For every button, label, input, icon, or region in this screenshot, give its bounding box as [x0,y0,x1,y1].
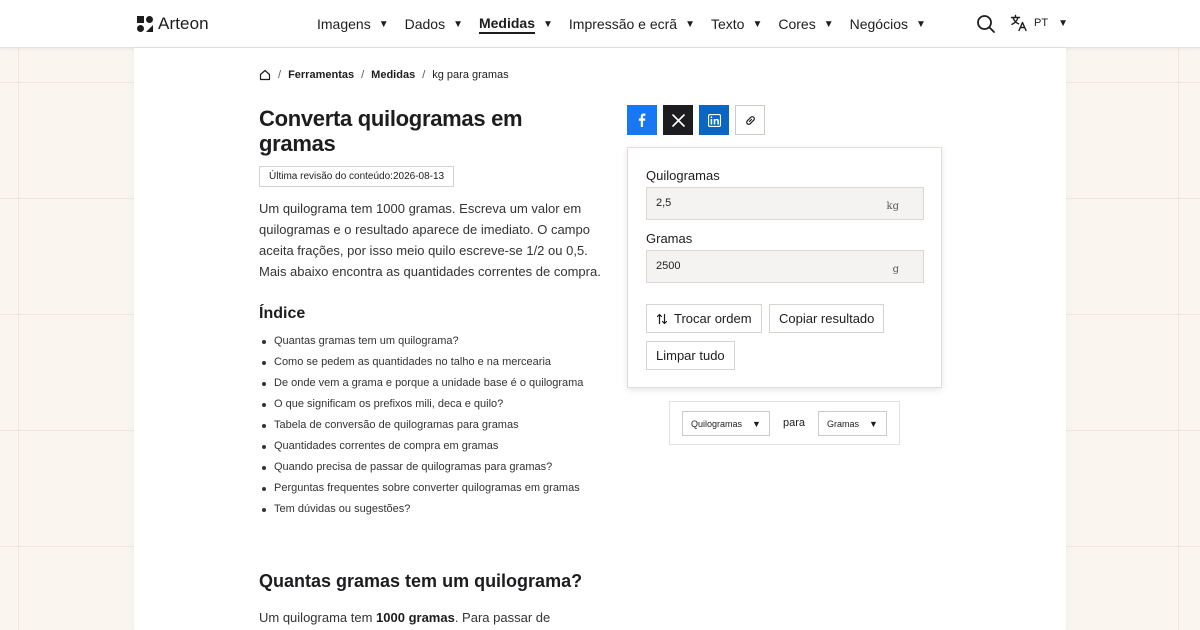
caret-down-icon: ▼ [823,18,834,30]
share-facebook-button[interactable] [627,105,657,135]
page-title: Converta quilogramas em gramas [259,106,523,156]
nav-item-negocios[interactable] [850,16,926,32]
nav-item-medidas[interactable] [479,15,553,34]
toc-item[interactable]: Perguntas frequentes sobre converter quilogramas em gramas [259,478,583,499]
language-code: PT [1034,17,1049,29]
from-label: Quilogramas [646,168,720,183]
main-nav [317,0,942,48]
revision-label: Última revisão do conteúdo: [269,171,393,182]
share-bar [627,105,765,135]
nav-label: Imagens [317,16,371,32]
nav-item-texto[interactable] [711,16,762,32]
swap-button-label: Trocar ordem [674,311,752,326]
copy-result-button[interactable] [769,304,884,333]
grams-unit: g [892,264,899,275]
facebook-icon [635,113,649,127]
unit-connector: para [783,417,806,429]
toc-title: Índice [259,305,306,322]
breadcrumb-separator: / [361,69,365,81]
caret-down-icon: ▼ [869,418,878,429]
share-linkedin-button[interactable] [699,105,729,135]
clear-all-button[interactable] [646,341,735,370]
top-header [0,0,1200,48]
toc-item[interactable]: O que significam os prefixos mili, deca e quilo? [259,394,583,415]
share-x-button[interactable] [663,105,693,135]
intro-text: Um quilograma tem 1000 gramas. Escreva um valor em quilogramas e o resultado aparece de imediato. O campo aceita frações, por isso meio quilo escreve-se 1/2 ou 0,5. Mais abaixo encontra as quantidades correntes de compra. [259,201,601,279]
copy-link-button[interactable] [735,105,765,135]
toc-item[interactable]: Quando precisa de passar de quilogramas para gramas? [259,457,583,478]
nav-item-dados[interactable] [405,16,463,32]
swap-arrows-icon [656,313,668,325]
section-text-start: Um quilograma tem [259,610,377,625]
caret-down-icon: ▼ [685,18,695,30]
caret-down-icon: ▼ [752,18,763,30]
link-icon [744,114,757,127]
toc-item[interactable]: Como se pedem as quantidades no talho e na mercearia [259,352,583,373]
revision-date: 2026-08-13 [392,171,445,182]
breadcrumb-link-ferramentas[interactable]: Ferramentas [288,69,355,81]
toc-item[interactable]: Tabela de conversão de quilogramas para gramas [259,415,583,436]
toc-item[interactable]: Tem dúvidas ou sugestões? [259,499,583,520]
caret-down-icon: ▼ [1058,17,1068,29]
to-unit-select[interactable] [818,411,887,436]
section-paragraph [259,610,550,625]
main-content [134,48,1066,630]
nav-label: Dados [404,16,446,32]
kilograms-input[interactable] [646,187,924,220]
logo-icon [137,16,153,32]
toc-item[interactable]: Quantas gramas tem um quilograma? [259,331,583,352]
nav-label: Texto [710,16,745,32]
to-label: Gramas [646,231,693,246]
section-heading: Quantas gramas tem um quilograma? [259,571,583,591]
section-text-end: . Para passar de [454,610,551,625]
to-unit-value: Gramas [827,418,860,429]
section-text-bold: 1000 gramas [376,610,455,625]
home-icon[interactable] [259,69,271,81]
language-selector[interactable] [1010,14,1068,32]
caret-down-icon: ▼ [378,18,389,30]
nav-label: Medidas [479,15,535,34]
kilograms-value: 2,5 [656,197,672,209]
kilograms-unit: kg [886,201,899,212]
from-unit-value: Quilogramas [691,418,743,429]
nav-label: Impressão e ecrã [568,16,678,32]
breadcrumb-link-medidas[interactable]: Medidas [371,69,416,81]
toc-item[interactable]: Quantidades correntes de compra em gramas [259,436,583,457]
search-icon [976,14,996,34]
breadcrumb [259,69,509,81]
toc-item[interactable]: De onde vem a grama e porque a unidade base é o quilograma [259,373,583,394]
clear-all-label: Limpar tudo [656,348,725,363]
breadcrumb-current: kg para gramas [432,69,509,81]
logo[interactable] [137,14,209,34]
x-logo-icon [672,114,685,127]
search-button[interactable] [976,14,996,34]
nav-label: Negócios [849,16,908,32]
nav-item-impressao[interactable] [569,16,695,32]
translate-icon [1010,14,1028,32]
nav-item-imagens[interactable] [317,16,389,32]
caret-down-icon: ▼ [543,18,553,30]
table-of-contents [259,331,583,520]
copy-result-label: Copiar resultado [779,311,875,326]
swap-button[interactable] [646,304,762,333]
logo-text: Arteon [158,14,209,33]
nav-item-cores[interactable] [778,16,833,32]
caret-down-icon: ▼ [453,18,463,30]
linkedin-icon [708,114,721,127]
breadcrumb-separator: / [278,69,282,81]
from-unit-select[interactable] [682,411,770,436]
unit-picker [669,401,900,445]
grams-value: 2500 [656,260,681,272]
caret-down-icon: ▼ [916,18,926,30]
revision-badge [259,166,454,187]
breadcrumb-separator: / [422,69,426,81]
caret-down-icon: ▼ [752,418,761,429]
converter-panel [627,147,942,388]
grams-input[interactable] [646,250,924,283]
nav-label: Cores [778,16,816,32]
